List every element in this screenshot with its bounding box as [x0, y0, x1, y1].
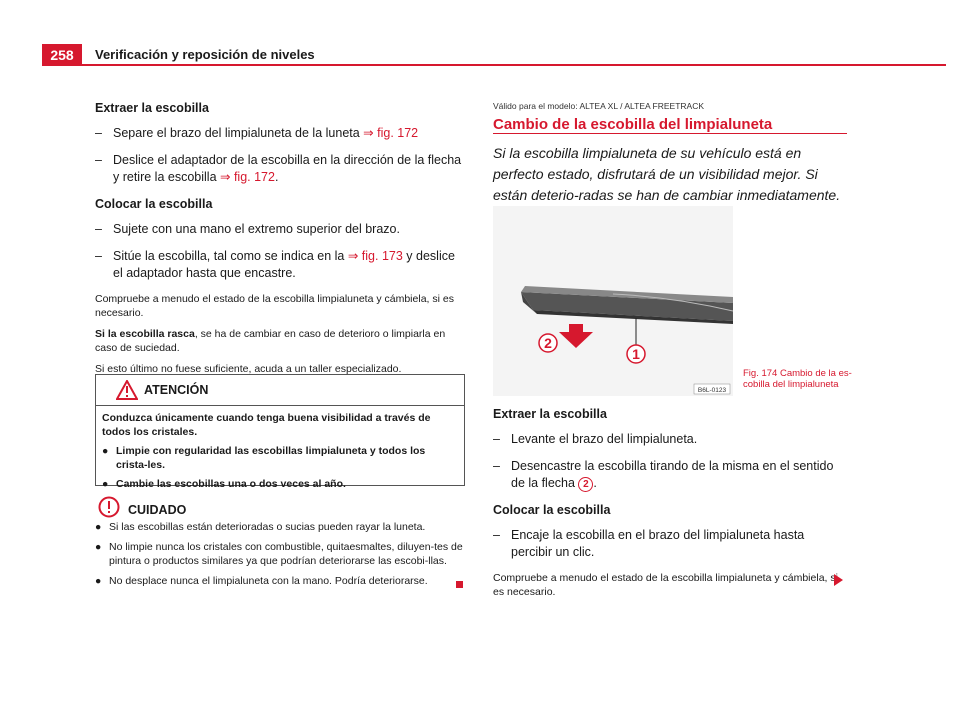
remove-blade-heading: Extraer la escobilla [493, 407, 607, 421]
fig-link[interactable]: ⇒ fig. 172 [363, 126, 419, 140]
list-item: ● Limpie con regularidad las escobillas limpialuneta y todos los crista-les. [102, 445, 426, 471]
left-column [95, 100, 463, 383]
list-item: ● Cambie las escobillas una o dos veces al año. [102, 478, 346, 490]
fit-blade-heading: Colocar la escobilla [95, 197, 213, 211]
warning-triangle-icon [116, 380, 138, 400]
paragraph: Si la escobilla rasca, se ha de cambiar en caso de deterioro o limpiarla en caso de suciedad. [95, 328, 446, 354]
callout-number: 2 [578, 477, 593, 492]
list-item: – Sujete con una mano el extremo superior del brazo. [95, 222, 400, 236]
warning-text: Conduzca únicamente cuando tenga buena visibilidad a través de todos los cristales. [102, 412, 431, 438]
header-rule [82, 64, 946, 66]
paragraph: Compruebe a menudo el estado de la escobilla limpialuneta y cámbiela, si es necesario. [95, 293, 454, 319]
list-item: – Levante el brazo del limpialuneta. [493, 432, 698, 446]
warning-title: ATENCIÓN [144, 383, 209, 397]
end-marker [456, 581, 463, 588]
figure-wiper [493, 206, 733, 396]
fig-link[interactable]: ⇒ fig. 173 [347, 249, 403, 263]
list-item: – Sitúe la escobilla, tal como se indica en la ⇒ fig. 173 y deslice el adaptador hasta que encastre. [95, 249, 455, 280]
figure-label-2: 2 [544, 335, 552, 351]
figure-caption: Fig. 174 Cambio de la es-cobilla del limpialuneta [743, 368, 852, 390]
wiper-illustration [493, 206, 733, 396]
model-validity: Válido para el modelo: ALTEA XL / ALTEA FREETRACK [493, 101, 705, 111]
fig-link[interactable]: ⇒ fig. 172 [220, 170, 275, 184]
caution-icon [98, 496, 120, 518]
figure-code: B6L-0123 [697, 387, 727, 394]
list-item: – Deslice el adaptador de la escobilla en la dirección de la flecha y retire la escobilla ⇒ fig. 172. [95, 153, 462, 184]
list-item: ● Si las escobillas están deterioradas o sucias pueden rayar la luneta. [95, 521, 426, 533]
remove-blade-heading: Extraer la escobilla [95, 101, 209, 115]
page-number: 258 [42, 44, 82, 66]
paragraph: Si esto último no fuese suficiente, acuda a un taller especializado. [95, 363, 402, 375]
list-item: ● No desplace nunca el limpialuneta con la mano. Podría deteriorarse. [95, 575, 428, 587]
caution-title: CUIDADO [128, 503, 187, 517]
paragraph: Compruebe a menudo el estado de la escobilla limpialuneta y cámbiela, si es necesario. [493, 572, 838, 598]
section-title: Cambio de la escobilla del limpialuneta [493, 116, 773, 133]
right-column [493, 406, 847, 606]
figure-label-1: 1 [632, 346, 640, 362]
fit-blade-heading: Colocar la escobilla [493, 503, 611, 517]
list-item: – Separe el brazo del limpialuneta de la luneta ⇒ fig. 172 [95, 126, 419, 140]
running-title: Verificación y reposición de niveles [95, 47, 315, 62]
list-item: – Desencastre la escobilla tirando de la misma en el sentido de la flecha 2 . [493, 459, 834, 490]
list-item: ● No limpie nunca los cristales con combustible, quitaesmaltes, diluyen-tes de pintura o productos similares ya que podrían deteriorarse las escobi-llas. [95, 541, 463, 567]
list-item: – Encaje la escobilla en el brazo del limpialuneta hasta percibir un clic. [493, 528, 805, 559]
section-rule [493, 133, 847, 134]
warning-box [95, 374, 465, 490]
continue-arrow-icon [834, 574, 843, 586]
intro-text: Si la escobilla limpialuneta de su vehículo está en perfecto estado, disfrutará de un visibilidad mejor. Si están deterio-radas se han de cambiar inmediatamente. [493, 145, 841, 203]
